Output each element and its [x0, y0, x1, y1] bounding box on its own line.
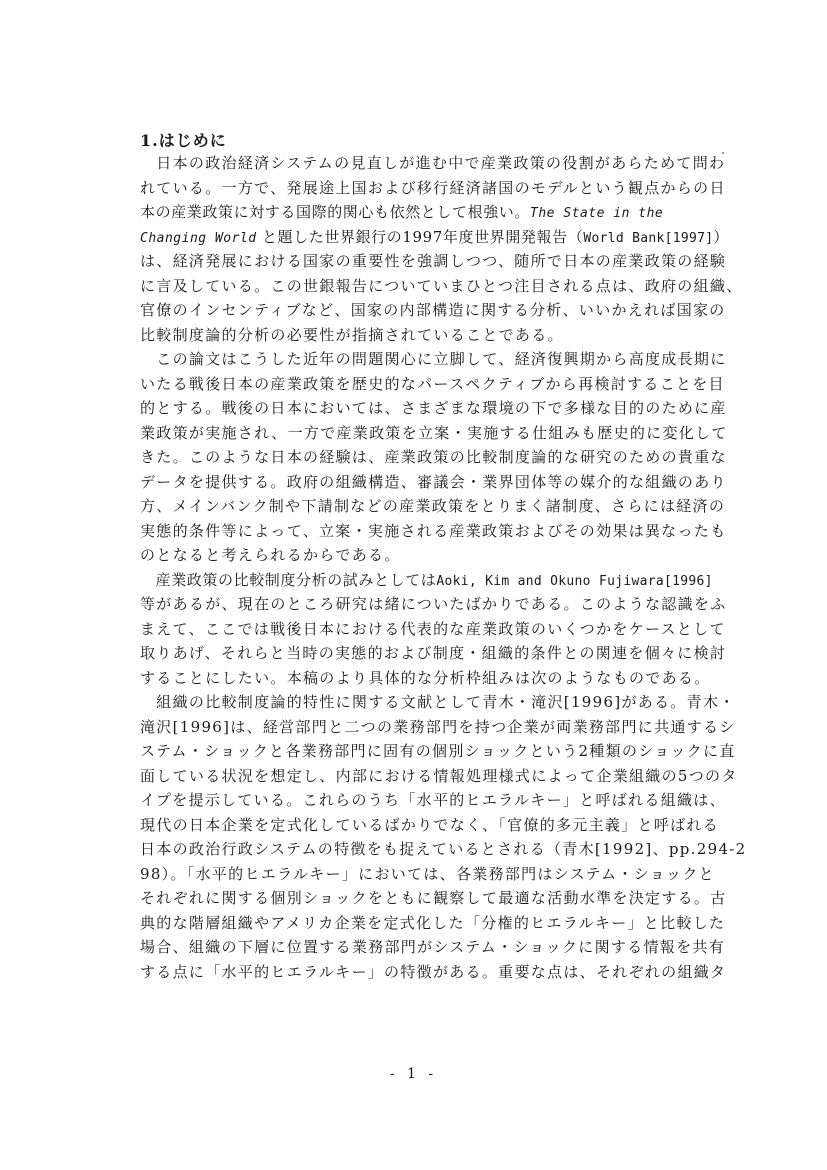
body-line [140, 200, 720, 225]
body-text [140, 151, 747, 984]
text-segment: この論文はこうした近年の問題関心に立脚して、経済復興期から高度成長期に [140, 350, 727, 368]
text-segment: 滝沢[1996]は、経営部門と二つの業務部門を持つ企業が両業務部門に共通するシ [140, 717, 736, 736]
text-segment: れている。一方で、発展途上国および移行経済諸国のモデルという観点からの日 [140, 178, 726, 197]
text-segment: 日本の政治経済システムの見直しが進む中で産業政策の役割があらためて問わ [140, 154, 726, 172]
body-line [140, 274, 743, 299]
latin-text-segment: World Bank[1997] [583, 230, 714, 246]
text-segment: は、経済発展における国家の重要性を強調しつつ、随所で日本の産業政策の経験 [140, 252, 727, 270]
text-segment: することにしたい。本稿のより具体的な分析枠組みは次のようなものである。 [140, 668, 711, 687]
body-line [140, 960, 727, 985]
text-segment: 場合、組織の下層に位置する業務部門がシステム・ショックに関する情報を共有 [140, 938, 726, 956]
text-segment: 産業政策の比較制度分析の試みとしては [140, 570, 437, 589]
body-line [140, 176, 726, 201]
text-segment: 比較制度論的分析の必要性が指摘されていることである。 [140, 325, 564, 344]
body-line [140, 935, 726, 960]
body-line [140, 813, 720, 838]
body-line [140, 568, 720, 593]
body-line [140, 886, 727, 911]
text-segment: 官僚のインセンティブなど、国家の内部構造に関する分析、いいかえれば国家の [140, 301, 726, 319]
text-segment: まえて、ここでは戦後日本における代表的な産業政策のいくつかをケースとして [140, 619, 726, 638]
text-segment: 実態的条件等によって、立案・実施される産業政策およびその効果は異なったも [140, 521, 727, 540]
body-line [140, 249, 727, 274]
text-segment: ） [713, 227, 729, 246]
body-line [140, 225, 729, 250]
latin-text-segment: Changing World [140, 230, 257, 246]
text-segment: のとなると考えられるからである。 [140, 546, 401, 564]
text-segment: 現代の日本企業を定式化しているばかりでなく、「官僚的多元主義」と呼ばれる [140, 815, 720, 834]
body-line [140, 421, 728, 446]
text-segment: する点に「水平的ヒエラルキー」の特徴がある。重要な点は、それぞれの組織タ [140, 962, 727, 981]
body-line [140, 323, 720, 348]
text-segment: 日本の政治行政システムの特徴をも捉えているとされる（青木[1992]、pp.294-2 [140, 840, 747, 858]
body-line [140, 641, 727, 666]
text-segment: 本の産業政策に対する国際的関心も依然として根強い。 [140, 203, 531, 221]
text-segment: イプを提示している。これらのうち「水平的ヒエラルキー」と呼ばれる組織は、 [140, 791, 726, 809]
text-segment: 組織の比較制度論的特性に関する文献として青木・滝沢[1996]がある。青木・ [140, 693, 736, 711]
body-line [140, 617, 726, 642]
body-line [140, 788, 726, 813]
text-segment: いたる戦後日本の産業政策を歴史的なパースペクティブから再検討することを目 [140, 374, 725, 393]
body-line [140, 715, 736, 740]
text-segment: 業政策が実施され、一方で産業政策を立案・実施する仕組みも歴史的に変化して [140, 423, 728, 442]
text-segment: 取りあげ、それらと当時の実態的および制度・組織的条件との関連を個々に検討 [140, 644, 727, 662]
text-segment: 98）。「水平的ヒエラルキー」においては、各業務部門はシステム・ショックと [140, 864, 715, 883]
latin-text-segment: The State in the [530, 206, 664, 221]
body-line [140, 592, 727, 617]
body-line [140, 911, 726, 936]
text-segment: ステム・ショックと各業務部門に固有の個別ショックという2種類のショックに直 [140, 742, 736, 760]
body-line [140, 690, 736, 715]
body-line [140, 764, 738, 789]
text-segment: 等があるが、現在のところ研究は緒についたばかりである。このような認識をふ [140, 595, 727, 613]
text-segment: きた。このような日本の経験は、産業政策の比較制度論的な研究のための貴重な [140, 448, 727, 466]
body-line [140, 347, 727, 372]
text-segment: と題した世界銀行の1997年度世界開発報告（ [256, 227, 584, 246]
body-line [140, 396, 727, 421]
latin-text-segment: Aoki, Kim and Okuno Fujiwara[1996] [436, 573, 713, 589]
text-segment: それぞれに関する個別ショックをともに観察して最適な活動水準を決定する。古 [140, 889, 727, 907]
text-segment: に言及している。この世銀報告についていまひとつ注目される点は、政府の組織、 [140, 276, 743, 295]
body-line [140, 739, 736, 764]
text-segment: 的とする。戦後の日本においては、さまざまな環境の下で多様な目的のために産 [140, 399, 727, 417]
text-segment: 方、メインバンク制や下請制などの産業政策をとりまく諸制度、さらには経済の [140, 497, 726, 515]
text-segment: 典的な階層組織やアメリカ企業を定式化した「分権的ヒエラルキー」と比較した [140, 913, 726, 932]
body-line [140, 298, 726, 323]
body-line [140, 494, 726, 519]
body-line [140, 666, 720, 691]
body-line [140, 543, 720, 568]
page-number: - 1 - [389, 1066, 438, 1082]
body-line [140, 445, 727, 470]
body-line [140, 519, 727, 544]
body-line [140, 837, 747, 862]
text-segment: 面している状況を想定し、内部における情報処理様式によって企業組織の5つのタ [140, 766, 738, 785]
body-line [140, 862, 720, 887]
text-segment: データを提供する。政府の組織構造、審議会・業界団体等の媒介的な組織のあり [140, 472, 727, 491]
body-line [140, 470, 727, 495]
body-line [140, 372, 725, 397]
body-line [140, 151, 726, 176]
section-heading: 1.はじめに [140, 131, 227, 150]
